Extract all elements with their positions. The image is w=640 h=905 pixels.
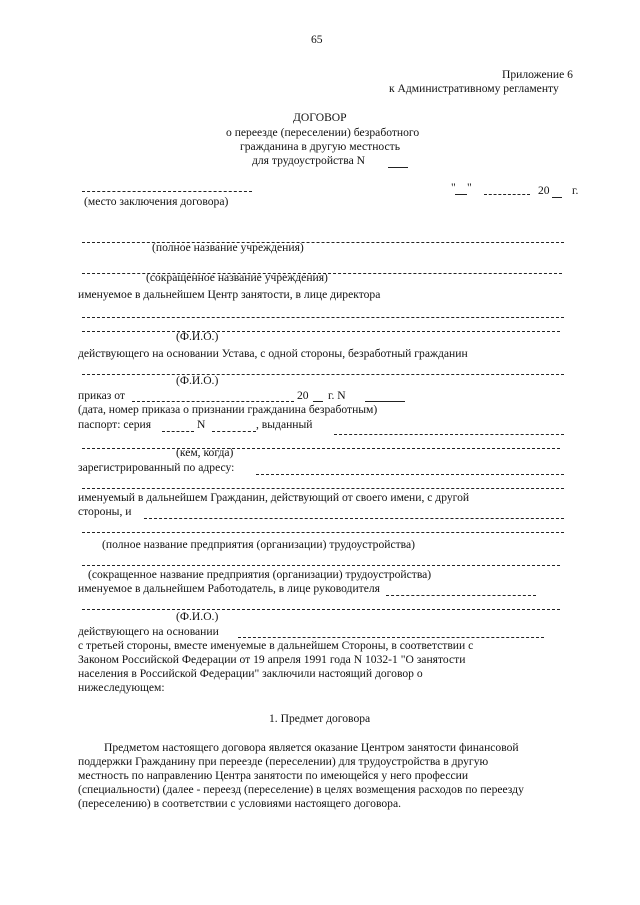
acting-basis-blank bbox=[238, 637, 544, 638]
institution-short-label: (сокращенное название учреждения) bbox=[146, 271, 328, 284]
passport-number-label: N bbox=[197, 418, 206, 431]
acting-line: действующего на основании Устава, с одной стороны, безработный гражданин bbox=[78, 347, 468, 360]
acting-basis-label: действующего на основании bbox=[78, 625, 219, 638]
law-line: Законом Российской Федерации от 19 апреля 1991 года N 1032-1 "О занятости bbox=[78, 653, 466, 666]
institution-full-label: (полное название учреждения) bbox=[152, 241, 304, 254]
fio-label-3: (Ф.И.О.) bbox=[176, 610, 219, 623]
passport-series-blank bbox=[162, 431, 194, 432]
passport-issued-blank bbox=[334, 434, 564, 435]
year-blank bbox=[552, 197, 562, 198]
title-line-3: для трудоустройства N bbox=[252, 154, 365, 167]
director-blank-2 bbox=[82, 331, 560, 332]
passport-series: паспорт: серия bbox=[78, 418, 152, 431]
population-line: населения в Российской Федерации" заключили настоящий договор о bbox=[78, 667, 423, 680]
section-1-line-2: поддержки Гражданину при переезде (переселении) для трудоустройства в другую bbox=[78, 755, 489, 768]
director-blank-1 bbox=[82, 317, 564, 318]
year-suffix: г. bbox=[572, 184, 579, 197]
order-number-label: г. N bbox=[328, 389, 346, 402]
passport-issued: , выданный bbox=[256, 418, 313, 431]
other-side-label: стороны, и bbox=[78, 505, 132, 518]
fio-label-1: (Ф.И.О.) bbox=[176, 330, 219, 343]
contract-number-blank bbox=[388, 167, 408, 168]
section-1-line-4: (специальности) (далее - переезд (переселение) в целях возмещения расходов по переезду bbox=[78, 783, 524, 796]
address-blank-1 bbox=[256, 474, 564, 475]
order-label: (дата, номер приказа о признании гражданина безработным) bbox=[78, 403, 378, 416]
citizen-line: именуемый в дальнейшем Гражданин, действующий от своего имени, с другой bbox=[78, 491, 470, 504]
order-date-blank bbox=[132, 401, 294, 402]
place-blank bbox=[82, 191, 252, 192]
month-blank bbox=[484, 194, 530, 195]
section-1-line-5: (переселению) в соответствии с условиями настоящего договора. bbox=[78, 797, 401, 810]
employer-head-blank-1 bbox=[386, 595, 536, 596]
title-line-1: о переезде (переселении) безработного bbox=[226, 126, 420, 139]
enterprise-full-label: (полное название предприятия (организации) трудоустройства) bbox=[102, 538, 415, 551]
enterprise-blank-1 bbox=[144, 518, 564, 519]
issued-by-blank bbox=[82, 448, 560, 449]
place-label: (место заключения договора) bbox=[84, 195, 229, 208]
page-number: 65 bbox=[311, 33, 323, 46]
employer-head-blank-2 bbox=[82, 609, 560, 610]
employer-line: именуемое в дальнейшем Работодатель, в лице руководителя bbox=[78, 582, 380, 595]
title-line-2: гражданина в другую местность bbox=[240, 140, 401, 153]
year-prefix: 20 bbox=[538, 184, 550, 197]
document-title: ДОГОВОР bbox=[293, 111, 347, 124]
order-year: 20 bbox=[297, 389, 309, 402]
following-line: нижеследующем: bbox=[78, 681, 165, 694]
appendix-line-1: Приложение 6 bbox=[502, 68, 573, 81]
fio-label-2: (Ф.И.О.) bbox=[176, 374, 219, 387]
enterprise-short-label: (сокращенное название предприятия (организации) трудоустройства) bbox=[88, 568, 432, 581]
section-1-line-1: Предметом настоящего договора является оказание Центром занятости финансовой bbox=[104, 741, 519, 754]
order-number-blank bbox=[365, 401, 405, 402]
date-quote-close: " bbox=[467, 181, 472, 194]
date-quote-open: " bbox=[451, 181, 456, 194]
citizen-fio-blank bbox=[82, 374, 564, 375]
appendix-line-2: к Административному регламенту bbox=[389, 82, 559, 95]
section-1-heading: 1. Предмет договора bbox=[269, 712, 371, 725]
address-blank-2 bbox=[82, 488, 564, 489]
section-1-line-3: местность по направлению Центра занятости по имеющейся у него профессии bbox=[78, 769, 469, 782]
registered-label: зарегистрированный по адресу: bbox=[78, 461, 235, 474]
third-side-line: с третьей стороны, вместе именуемые в дальнейшем Стороны, в соответствии с bbox=[78, 639, 474, 652]
passport-number-blank bbox=[212, 431, 256, 432]
enterprise-blank-2 bbox=[82, 532, 564, 533]
order-year-blank bbox=[313, 401, 323, 402]
enterprise-short-blank bbox=[82, 565, 560, 566]
order-prefix: приказ от bbox=[78, 389, 125, 402]
day-blank bbox=[455, 194, 467, 195]
issued-label: (кем, когда) bbox=[176, 446, 234, 459]
center-line: именуемое в дальнейшем Центр занятости, в лице директора bbox=[78, 288, 381, 301]
